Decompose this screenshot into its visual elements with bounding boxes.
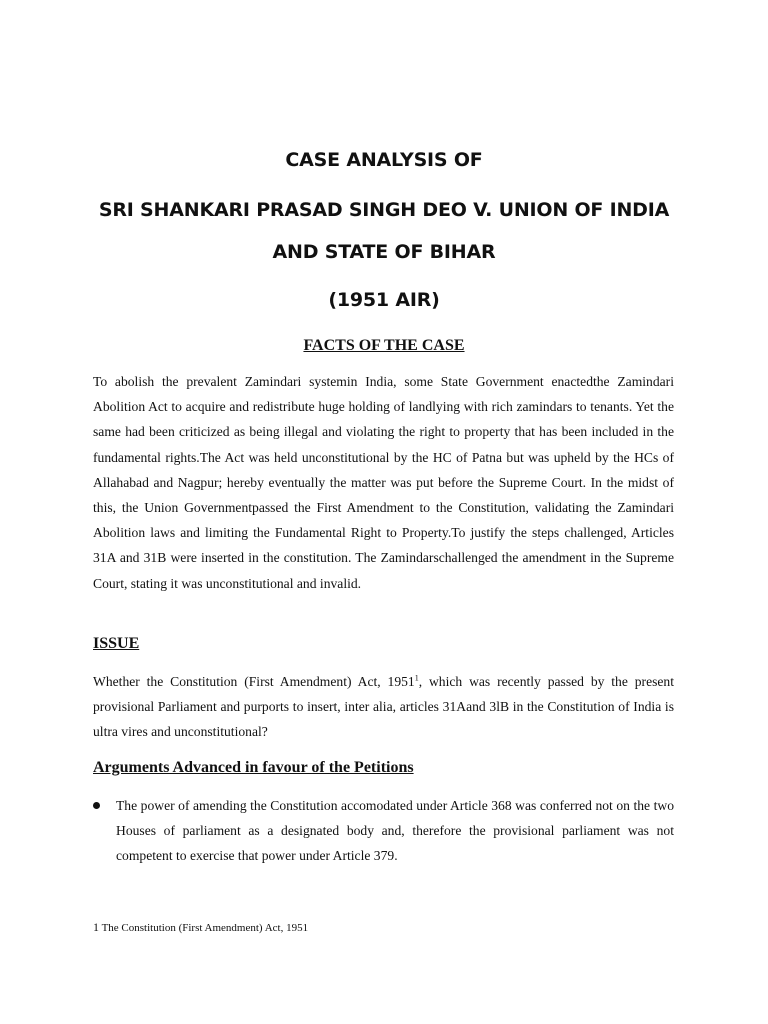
issue-heading: ISSUE [93,635,140,652]
footnote [93,920,308,935]
issue-text-after-ref: , which was recently passed by the present provisional Parliament and purports to insert, inter alia, articles 31Aand 3lB in the Constitution of India is ultra vires and unconstitutional? [93,674,674,740]
document-title-line-4: (1951 AIR) [328,289,440,311]
argument-text: The power of amending the Constitution accomodated under Article 368 was conferred not on the two Houses of parliament as a designated body and, therefore the provisional parliament was not competent to exercise that power under Article 379. [116,798,674,864]
document-title-line-3: AND STATE OF BIHAR [272,241,496,263]
document-title-line-2: SRI SHANKARI PRASAD SINGH DEO V. UNION OF INDIA [98,199,670,221]
list-item [93,793,674,869]
arguments-heading: Arguments Advanced in favour of the Petitions [93,759,414,776]
footnote-text: The Constitution (First Amendment) Act, 1951 [101,922,309,934]
document-title-line-1: CASE ANALYSIS OF [285,149,483,171]
arguments-list [93,793,674,869]
footnote-reference[interactable]: 1 [414,673,419,683]
bullet-icon [93,802,100,809]
issue-text-before-ref: Whether the Constitution (First Amendment) Act, 1951 [93,674,415,689]
facts-heading: FACTS OF THE CASE [303,337,465,354]
footnote-number: 1 [93,920,99,934]
issue-paragraph [93,669,674,745]
facts-paragraph: To abolish the prevalent Zamindari systemin India, some State Government enactedthe Zamindari Abolition Act to acquire and redistribute huge holding of landlying with rich zamindars to tenants. Yet the same had been criticized as being illegal and violating the right to property that has been included in the fundamental rights.The Act was held unconstitutional by the HC of Patna but was upheld by the HCs of Allahabad and Nagpur; hereby eventually the matter was put before the Supreme Court. In the midst of this, the Union Governmentpassed the First Amendment to the Constitution, validating the Zamindari Abolition laws and limiting the Fundamental Right to Property.To justify the steps challenged, Articles 31A and 31B were inserted in the constitution. The Zamindarschallenged the amendment in the Supreme Court, stating it was unconstitutional and invalid. [93,374,674,591]
